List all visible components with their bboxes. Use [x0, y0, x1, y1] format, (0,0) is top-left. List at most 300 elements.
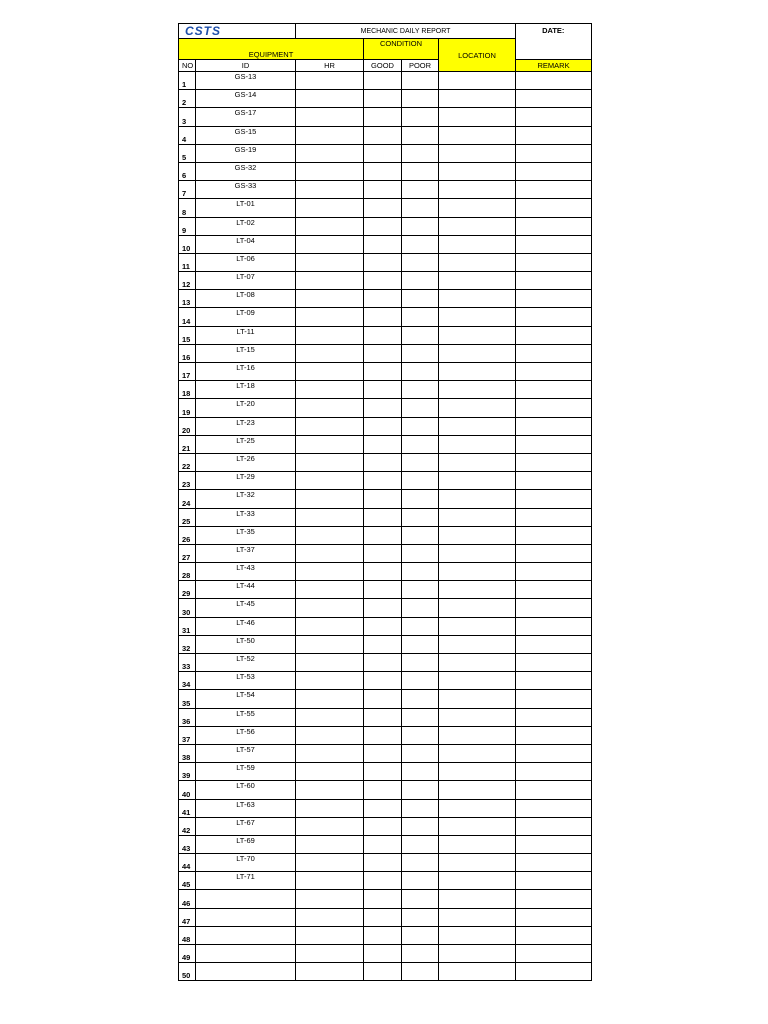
location-cell[interactable] [439, 217, 516, 235]
good-cell[interactable] [364, 435, 402, 453]
good-cell[interactable] [364, 835, 402, 853]
good-cell[interactable] [364, 544, 402, 562]
good-cell[interactable] [364, 326, 402, 344]
poor-cell[interactable] [402, 599, 439, 617]
good-cell[interactable] [364, 344, 402, 362]
remark-cell[interactable] [516, 181, 592, 199]
hr-cell[interactable] [296, 908, 364, 926]
location-cell[interactable] [439, 326, 516, 344]
row-number: 50 [179, 963, 196, 981]
good-cell[interactable] [364, 708, 402, 726]
poor-cell[interactable] [402, 835, 439, 853]
good-cell[interactable] [364, 453, 402, 471]
location-cell[interactable] [439, 363, 516, 381]
hr-cell[interactable] [296, 654, 364, 672]
poor-cell[interactable] [402, 563, 439, 581]
remark-cell[interactable] [516, 781, 592, 799]
hr-cell[interactable] [296, 544, 364, 562]
header-row-2 [179, 60, 592, 72]
remark-cell[interactable] [516, 326, 592, 344]
date-label: DATE: [542, 26, 565, 35]
hr-cell[interactable] [296, 817, 364, 835]
location-cell[interactable] [439, 617, 516, 635]
hr-cell[interactable] [296, 563, 364, 581]
title-row [179, 24, 592, 39]
hr-cell[interactable] [296, 344, 364, 362]
hr-cell[interactable] [296, 90, 364, 108]
hr-cell[interactable] [296, 472, 364, 490]
hr-cell[interactable] [296, 126, 364, 144]
good-cell[interactable] [364, 126, 402, 144]
location-cell[interactable] [439, 781, 516, 799]
hr-cell[interactable] [296, 690, 364, 708]
remark-cell[interactable] [516, 217, 592, 235]
poor-cell[interactable] [402, 363, 439, 381]
poor-cell[interactable] [402, 690, 439, 708]
remark-cell[interactable] [516, 799, 592, 817]
location-cell[interactable] [439, 635, 516, 653]
hr-cell[interactable] [296, 326, 364, 344]
good-cell[interactable] [364, 272, 402, 290]
remark-cell[interactable] [516, 290, 592, 308]
poor-cell[interactable] [402, 854, 439, 872]
remark-cell[interactable] [516, 490, 592, 508]
remark-cell[interactable] [516, 763, 592, 781]
remark-cell[interactable] [516, 435, 592, 453]
hr-cell[interactable] [296, 945, 364, 963]
row-number: 3 [179, 108, 196, 126]
hr-cell[interactable] [296, 799, 364, 817]
good-cell[interactable] [364, 654, 402, 672]
remark-cell[interactable] [516, 272, 592, 290]
poor-cell[interactable] [402, 253, 439, 271]
row-number: 33 [179, 654, 196, 672]
poor-cell[interactable] [402, 726, 439, 744]
remark-cell[interactable] [516, 399, 592, 417]
location-header: LOCATION [439, 39, 516, 72]
poor-cell[interactable] [402, 763, 439, 781]
good-cell[interactable] [364, 635, 402, 653]
hr-cell[interactable] [296, 526, 364, 544]
location-cell[interactable] [439, 835, 516, 853]
location-cell[interactable] [439, 763, 516, 781]
hr-cell[interactable] [296, 381, 364, 399]
good-cell[interactable] [364, 926, 402, 944]
remark-cell[interactable] [516, 472, 592, 490]
location-cell[interactable] [439, 199, 516, 217]
remark-cell[interactable] [516, 672, 592, 690]
location-cell[interactable] [439, 854, 516, 872]
poor-cell[interactable] [402, 908, 439, 926]
location-cell[interactable] [439, 744, 516, 762]
good-cell[interactable] [364, 872, 402, 890]
good-cell[interactable] [364, 726, 402, 744]
good-cell[interactable] [364, 235, 402, 253]
poor-cell[interactable] [402, 162, 439, 180]
hr-cell[interactable] [296, 217, 364, 235]
remark-cell[interactable] [516, 926, 592, 944]
good-header: GOOD [364, 60, 402, 72]
table-row [179, 654, 592, 672]
hr-cell[interactable] [296, 290, 364, 308]
equipment-id: LT-08 [196, 290, 296, 308]
poor-cell[interactable] [402, 781, 439, 799]
location-cell[interactable] [439, 563, 516, 581]
remark-cell[interactable] [516, 90, 592, 108]
remark-cell[interactable] [516, 581, 592, 599]
poor-cell[interactable] [402, 963, 439, 981]
hr-cell[interactable] [296, 763, 364, 781]
hr-cell[interactable] [296, 581, 364, 599]
row-number: 27 [179, 544, 196, 562]
location-cell[interactable] [439, 799, 516, 817]
location-cell[interactable] [439, 817, 516, 835]
good-cell[interactable] [364, 508, 402, 526]
remark-cell[interactable] [516, 872, 592, 890]
good-cell[interactable] [364, 744, 402, 762]
table-row [179, 308, 592, 326]
location-cell[interactable] [439, 108, 516, 126]
hr-cell[interactable] [296, 726, 364, 744]
location-cell[interactable] [439, 508, 516, 526]
good-cell[interactable] [364, 308, 402, 326]
poor-cell[interactable] [402, 181, 439, 199]
poor-cell[interactable] [402, 453, 439, 471]
remark-cell[interactable] [516, 126, 592, 144]
good-cell[interactable] [364, 217, 402, 235]
hr-cell[interactable] [296, 199, 364, 217]
good-cell[interactable] [364, 290, 402, 308]
good-cell[interactable] [364, 472, 402, 490]
location-cell[interactable] [439, 272, 516, 290]
good-cell[interactable] [364, 90, 402, 108]
location-cell[interactable] [439, 90, 516, 108]
location-cell[interactable] [439, 890, 516, 908]
row-number: 1 [179, 72, 196, 90]
hr-cell[interactable] [296, 854, 364, 872]
table-row [179, 945, 592, 963]
good-cell[interactable] [364, 526, 402, 544]
table-row [179, 126, 592, 144]
hr-cell[interactable] [296, 872, 364, 890]
good-cell[interactable] [364, 181, 402, 199]
hr-cell[interactable] [296, 744, 364, 762]
hr-cell[interactable] [296, 308, 364, 326]
hr-cell[interactable] [296, 617, 364, 635]
location-cell[interactable] [439, 181, 516, 199]
remark-cell[interactable] [516, 708, 592, 726]
hr-cell[interactable] [296, 781, 364, 799]
hr-cell[interactable] [296, 490, 364, 508]
table-row [179, 272, 592, 290]
location-cell[interactable] [439, 490, 516, 508]
remark-cell[interactable] [516, 690, 592, 708]
equipment-id: LT-46 [196, 617, 296, 635]
poor-cell[interactable] [402, 744, 439, 762]
good-cell[interactable] [364, 581, 402, 599]
remark-cell[interactable] [516, 599, 592, 617]
hr-cell[interactable] [296, 144, 364, 162]
remark-cell[interactable] [516, 108, 592, 126]
row-number: 32 [179, 635, 196, 653]
hr-cell[interactable] [296, 890, 364, 908]
good-cell[interactable] [364, 399, 402, 417]
location-cell[interactable] [439, 581, 516, 599]
poor-cell[interactable] [402, 290, 439, 308]
mechanic-daily-report-table [178, 23, 592, 981]
good-cell[interactable] [364, 144, 402, 162]
location-cell[interactable] [439, 908, 516, 926]
poor-cell[interactable] [402, 544, 439, 562]
good-cell[interactable] [364, 690, 402, 708]
poor-cell[interactable] [402, 817, 439, 835]
row-number: 12 [179, 272, 196, 290]
row-number: 16 [179, 344, 196, 362]
remark-cell[interactable] [516, 417, 592, 435]
location-cell[interactable] [439, 344, 516, 362]
remark-cell[interactable] [516, 344, 592, 362]
good-cell[interactable] [364, 781, 402, 799]
location-cell[interactable] [439, 599, 516, 617]
location-cell[interactable] [439, 162, 516, 180]
poor-cell[interactable] [402, 872, 439, 890]
hr-cell[interactable] [296, 417, 364, 435]
good-cell[interactable] [364, 763, 402, 781]
good-cell[interactable] [364, 799, 402, 817]
remark-cell[interactable] [516, 381, 592, 399]
good-cell[interactable] [364, 417, 402, 435]
location-cell[interactable] [439, 945, 516, 963]
poor-cell[interactable] [402, 417, 439, 435]
good-cell[interactable] [364, 817, 402, 835]
remark-cell[interactable] [516, 508, 592, 526]
hr-cell[interactable] [296, 835, 364, 853]
location-cell[interactable] [439, 399, 516, 417]
row-number: 28 [179, 563, 196, 581]
poor-cell[interactable] [402, 508, 439, 526]
location-cell[interactable] [439, 144, 516, 162]
good-cell[interactable] [364, 617, 402, 635]
table-row [179, 526, 592, 544]
good-cell[interactable] [364, 945, 402, 963]
poor-cell[interactable] [402, 635, 439, 653]
location-cell[interactable] [439, 672, 516, 690]
hr-cell[interactable] [296, 635, 364, 653]
good-cell[interactable] [364, 381, 402, 399]
location-cell[interactable] [439, 872, 516, 890]
poor-cell[interactable] [402, 890, 439, 908]
hr-cell[interactable] [296, 162, 364, 180]
location-cell[interactable] [439, 253, 516, 271]
good-cell[interactable] [364, 890, 402, 908]
poor-cell[interactable] [402, 617, 439, 635]
location-cell[interactable] [439, 435, 516, 453]
remark-cell[interactable] [516, 617, 592, 635]
equipment-id: LT-15 [196, 344, 296, 362]
hr-cell[interactable] [296, 926, 364, 944]
remark-cell[interactable] [516, 945, 592, 963]
location-cell[interactable] [439, 290, 516, 308]
row-number: 29 [179, 581, 196, 599]
remark-cell[interactable] [516, 817, 592, 835]
poor-header: POOR [402, 60, 439, 72]
row-number: 23 [179, 472, 196, 490]
good-cell[interactable] [364, 162, 402, 180]
poor-cell[interactable] [402, 526, 439, 544]
remark-cell[interactable] [516, 199, 592, 217]
remark-cell[interactable] [516, 72, 592, 90]
good-cell[interactable] [364, 253, 402, 271]
equipment-id: LT-52 [196, 654, 296, 672]
poor-cell[interactable] [402, 399, 439, 417]
good-cell[interactable] [364, 363, 402, 381]
remark-cell[interactable] [516, 453, 592, 471]
remark-cell[interactable] [516, 890, 592, 908]
location-cell[interactable] [439, 235, 516, 253]
remark-cell[interactable] [516, 835, 592, 853]
poor-cell[interactable] [402, 581, 439, 599]
poor-cell[interactable] [402, 108, 439, 126]
hr-cell[interactable] [296, 453, 364, 471]
equipment-id: LT-02 [196, 217, 296, 235]
remark-cell[interactable] [516, 253, 592, 271]
location-cell[interactable] [439, 453, 516, 471]
good-cell[interactable] [364, 908, 402, 926]
poor-cell[interactable] [402, 490, 439, 508]
poor-cell[interactable] [402, 326, 439, 344]
equipment-id: LT-44 [196, 581, 296, 599]
poor-cell[interactable] [402, 926, 439, 944]
hr-cell[interactable] [296, 435, 364, 453]
remark-cell[interactable] [516, 744, 592, 762]
poor-cell[interactable] [402, 272, 439, 290]
hr-cell[interactable] [296, 363, 364, 381]
location-cell[interactable] [439, 308, 516, 326]
poor-cell[interactable] [402, 144, 439, 162]
hr-cell[interactable] [296, 235, 364, 253]
date-field[interactable] [516, 24, 592, 60]
poor-cell[interactable] [402, 344, 439, 362]
equipment-id [196, 963, 296, 981]
remark-cell[interactable] [516, 908, 592, 926]
location-cell[interactable] [439, 726, 516, 744]
location-cell[interactable] [439, 926, 516, 944]
hr-cell[interactable] [296, 272, 364, 290]
table-row [179, 344, 592, 362]
poor-cell[interactable] [402, 126, 439, 144]
row-number: 17 [179, 363, 196, 381]
table-row [179, 726, 592, 744]
remark-cell[interactable] [516, 144, 592, 162]
table-row [179, 781, 592, 799]
good-cell[interactable] [364, 963, 402, 981]
remark-cell[interactable] [516, 544, 592, 562]
hr-cell[interactable] [296, 963, 364, 981]
good-cell[interactable] [364, 672, 402, 690]
poor-cell[interactable] [402, 654, 439, 672]
hr-cell[interactable] [296, 253, 364, 271]
remark-cell[interactable] [516, 654, 592, 672]
good-cell[interactable] [364, 199, 402, 217]
poor-cell[interactable] [402, 708, 439, 726]
remark-cell[interactable] [516, 726, 592, 744]
location-cell[interactable] [439, 963, 516, 981]
good-cell[interactable] [364, 563, 402, 581]
table-row [179, 490, 592, 508]
poor-cell[interactable] [402, 945, 439, 963]
remark-cell[interactable] [516, 526, 592, 544]
poor-cell[interactable] [402, 90, 439, 108]
equipment-id: LT-70 [196, 854, 296, 872]
location-cell[interactable] [439, 526, 516, 544]
location-cell[interactable] [439, 72, 516, 90]
table-row [179, 108, 592, 126]
remark-cell[interactable] [516, 363, 592, 381]
remark-cell[interactable] [516, 235, 592, 253]
poor-cell[interactable] [402, 472, 439, 490]
remark-cell[interactable] [516, 854, 592, 872]
location-cell[interactable] [439, 708, 516, 726]
location-cell[interactable] [439, 381, 516, 399]
location-cell[interactable] [439, 417, 516, 435]
hr-cell[interactable] [296, 508, 364, 526]
poor-cell[interactable] [402, 672, 439, 690]
poor-cell[interactable] [402, 199, 439, 217]
good-cell[interactable] [364, 72, 402, 90]
table-row [179, 799, 592, 817]
remark-cell[interactable] [516, 563, 592, 581]
hr-cell[interactable] [296, 108, 364, 126]
remark-cell[interactable] [516, 308, 592, 326]
hr-cell[interactable] [296, 708, 364, 726]
location-cell[interactable] [439, 544, 516, 562]
remark-cell[interactable] [516, 963, 592, 981]
table-row [179, 763, 592, 781]
equipment-id: LT-59 [196, 763, 296, 781]
remark-cell[interactable] [516, 635, 592, 653]
table-row [179, 144, 592, 162]
equipment-id [196, 908, 296, 926]
location-cell[interactable] [439, 472, 516, 490]
remark-cell[interactable] [516, 162, 592, 180]
hr-cell[interactable] [296, 672, 364, 690]
poor-cell[interactable] [402, 435, 439, 453]
poor-cell[interactable] [402, 308, 439, 326]
table-row [179, 290, 592, 308]
poor-cell[interactable] [402, 72, 439, 90]
location-cell[interactable] [439, 654, 516, 672]
good-cell[interactable] [364, 854, 402, 872]
table-row [179, 635, 592, 653]
table-row [179, 381, 592, 399]
table-row [179, 90, 592, 108]
location-cell[interactable] [439, 690, 516, 708]
hr-cell[interactable] [296, 599, 364, 617]
good-cell[interactable] [364, 108, 402, 126]
good-cell[interactable] [364, 490, 402, 508]
hr-cell[interactable] [296, 72, 364, 90]
table-row [179, 544, 592, 562]
poor-cell[interactable] [402, 217, 439, 235]
good-cell[interactable] [364, 599, 402, 617]
row-number: 46 [179, 890, 196, 908]
poor-cell[interactable] [402, 799, 439, 817]
hr-cell[interactable] [296, 181, 364, 199]
poor-cell[interactable] [402, 381, 439, 399]
hr-cell[interactable] [296, 399, 364, 417]
location-cell[interactable] [439, 126, 516, 144]
poor-cell[interactable] [402, 235, 439, 253]
